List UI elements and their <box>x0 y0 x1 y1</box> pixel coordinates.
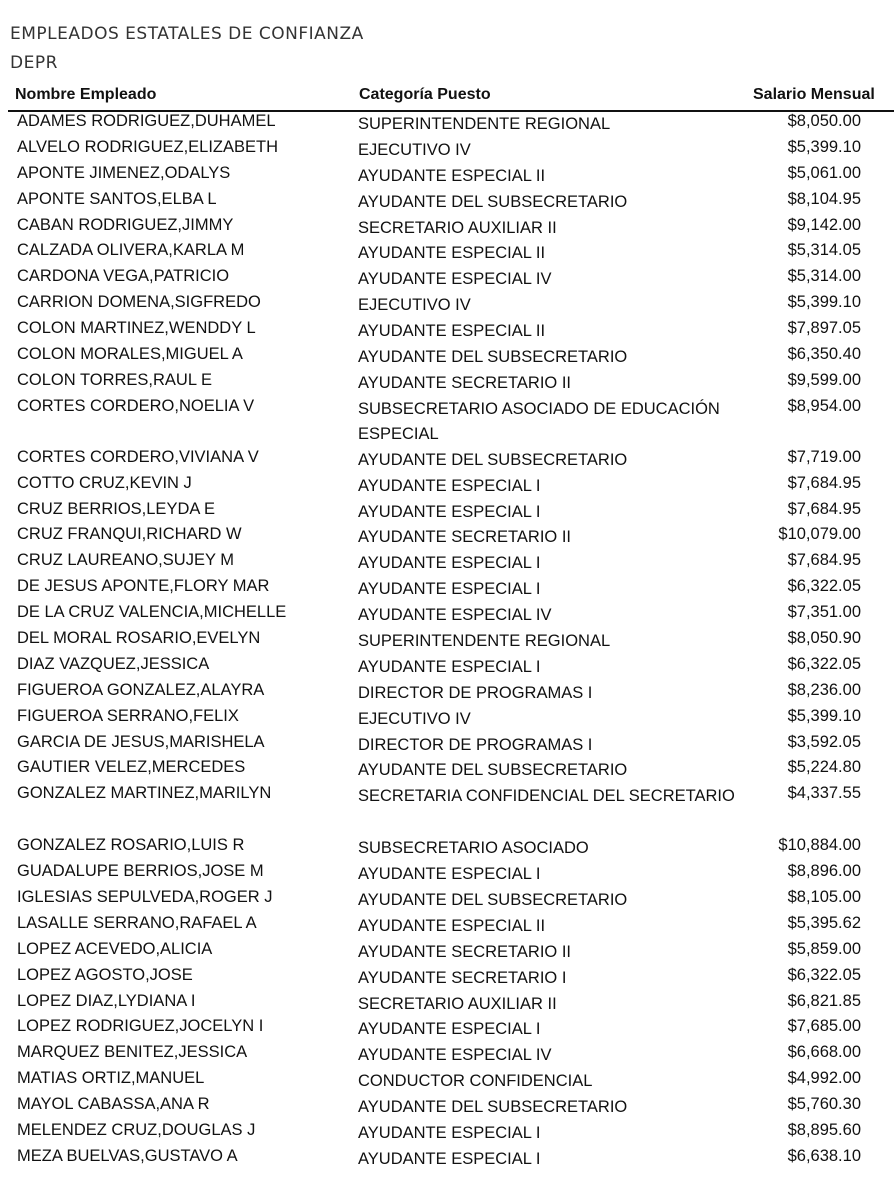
employee-name-cell: CORTES CORDERO,VIVIANA V <box>17 447 259 466</box>
employee-name-cell: CARRION DOMENA,SIGFREDO <box>17 293 261 312</box>
category-cell: AYUDANTE DEL SUBSECRETARIO <box>358 348 628 367</box>
category-cell: AYUDANTE DEL SUBSECRETARIO <box>358 192 628 211</box>
table-row <box>0 733 894 759</box>
table-row <box>0 784 894 810</box>
category-cell: EJECUTIVO IV <box>358 140 471 159</box>
salary-cell: $8,895.60 <box>787 1120 861 1139</box>
salary-cell: $5,760.30 <box>787 1095 861 1114</box>
salary-cell: $5,399.10 <box>787 706 861 725</box>
category-cell: SUPERINTENDENTE REGIONAL <box>358 115 611 133</box>
category-cell: AYUDANTE ESPECIAL I <box>358 865 541 884</box>
salary-cell: $8,050.90 <box>787 629 861 648</box>
employee-name-cell: CARDONA VEGA,PATRICIO <box>17 267 230 286</box>
category-cell: AYUDANTE DEL SUBSECRETARIO <box>358 890 628 909</box>
table-row <box>0 551 894 577</box>
table-row <box>0 681 894 707</box>
salary-cell: $7,719.00 <box>787 447 861 466</box>
category-cell: AYUDANTE ESPECIAL I <box>358 657 541 676</box>
table-row <box>0 500 894 526</box>
column-header-salary: Salario Mensual <box>753 86 875 103</box>
category-cell: AYUDANTE SECRETARIO II <box>358 528 572 547</box>
salary-cell: $6,821.85 <box>787 991 861 1010</box>
employee-name-cell: DE JESUS APONTE,FLORY MAR <box>17 577 270 596</box>
salary-cell: $10,079.00 <box>778 525 861 544</box>
employee-name-cell: COTTO CRUZ,KEVIN J <box>17 473 192 492</box>
salary-cell: $6,322.05 <box>787 654 861 673</box>
table-row <box>0 836 894 862</box>
salary-cell: $7,684.95 <box>787 473 861 492</box>
salary-cell: $7,685.00 <box>787 1017 861 1036</box>
employee-name-cell: DIAZ VAZQUEZ,JESSICA <box>17 654 210 673</box>
table-row <box>0 345 894 371</box>
employee-name-cell: MEZA BUELVAS,GUSTAVO A <box>17 1146 238 1165</box>
category-cell: DIRECTOR DE PROGRAMAS I <box>358 683 593 702</box>
salary-cell: $7,684.95 <box>787 551 861 570</box>
category-cell: CONDUCTOR CONFIDENCIAL <box>358 1072 593 1091</box>
salary-cell: $8,954.00 <box>787 396 861 415</box>
employee-name-cell: LASALLE SERRANO,RAFAEL A <box>17 913 257 932</box>
employee-name-cell: CRUZ BERRIOS,LEYDA E <box>17 499 216 518</box>
table-row <box>0 940 894 966</box>
table-row <box>0 888 894 914</box>
salary-cell: $5,314.00 <box>787 267 861 286</box>
table-row <box>0 1121 894 1147</box>
table-row <box>0 293 894 319</box>
table-row <box>0 112 894 138</box>
category-cell: AYUDANTE ESPECIAL IV <box>358 270 552 289</box>
category-cell: AYUDANTE ESPECIAL I <box>358 1149 541 1168</box>
employee-name-cell: MATIAS ORTIZ,MANUEL <box>17 1069 205 1088</box>
employee-name-cell: MAYOL CABASSA,ANA R <box>17 1095 210 1114</box>
employee-name-cell: CORTES CORDERO,NOELIA V <box>17 396 255 415</box>
category-cell: AYUDANTE ESPECIAL I <box>358 502 541 521</box>
salary-cell: $5,395.62 <box>787 913 861 932</box>
table-row <box>0 1147 894 1173</box>
table-row <box>0 474 894 500</box>
employee-name-cell: FIGUEROA SERRANO,FELIX <box>17 706 239 725</box>
category-cell: SECRETARIA CONFIDENCIAL DEL SECRETARIO <box>358 787 735 806</box>
employee-name-cell: DEL MORAL ROSARIO,EVELYN <box>17 629 261 648</box>
table-row <box>0 758 894 784</box>
table-row <box>0 1043 894 1069</box>
table-row <box>0 629 894 655</box>
employee-name-cell: CRUZ FRANQUI,RICHARD W <box>17 525 242 544</box>
salary-cell: $5,224.80 <box>787 758 861 777</box>
category-cell: AYUDANTE ESPECIAL I <box>358 1123 541 1142</box>
salary-cell: $5,061.00 <box>787 163 861 182</box>
column-header-category: Categoría Puesto <box>359 86 491 103</box>
table-row <box>0 577 894 603</box>
table-row <box>0 862 894 888</box>
category-cell: AYUDANTE SECRETARIO II <box>358 942 572 961</box>
salary-cell: $6,350.40 <box>787 345 861 364</box>
category-cell: SUBSECRETARIO ASOCIADO DE EDUCACIÓN ESPECIAL <box>358 399 720 443</box>
salary-cell: $8,050.00 <box>787 112 861 130</box>
salary-cell: $6,668.00 <box>787 1043 861 1062</box>
salary-cell: $10,884.00 <box>778 836 861 855</box>
table-row <box>0 319 894 345</box>
salary-cell: $8,104.95 <box>787 189 861 208</box>
category-cell: SUBSECRETARIO ASOCIADO <box>358 839 589 858</box>
salary-cell: $6,322.05 <box>787 965 861 984</box>
employee-name-cell: GUADALUPE BERRIOS,JOSE M <box>17 862 264 881</box>
table-row <box>0 138 894 164</box>
salary-cell: $5,399.10 <box>787 137 861 156</box>
category-cell: SECRETARIO AUXILIAR II <box>358 994 557 1013</box>
employee-name-cell: GARCIA DE JESUS,MARISHELA <box>17 732 265 751</box>
category-cell: AYUDANTE DEL SUBSECRETARIO <box>358 761 628 780</box>
category-cell: AYUDANTE SECRETARIO I <box>358 968 567 987</box>
employee-name-cell: COLON MORALES,MIGUEL A <box>17 345 243 364</box>
employee-name-cell: MELENDEZ CRUZ,DOUGLAS J <box>17 1120 256 1139</box>
category-cell: AYUDANTE ESPECIAL IV <box>358 606 552 625</box>
category-cell: AYUDANTE ESPECIAL I <box>358 476 541 495</box>
table-row <box>0 655 894 681</box>
table-row <box>0 164 894 190</box>
category-cell: AYUDANTE DEL SUBSECRETARIO <box>358 450 628 469</box>
salary-cell: $4,992.00 <box>787 1069 861 1088</box>
table-row <box>0 966 894 992</box>
salary-cell: $8,236.00 <box>787 680 861 699</box>
salary-cell: $5,399.10 <box>787 293 861 312</box>
employee-name-cell: GAUTIER VELEZ,MERCEDES <box>17 758 246 777</box>
employee-name-cell: LOPEZ AGOSTO,JOSE <box>17 965 193 984</box>
employee-name-cell: ALVELO RODRIGUEZ,ELIZABETH <box>17 137 279 156</box>
employee-name-cell: COLON TORRES,RAUL E <box>17 370 212 389</box>
employee-name-cell: MARQUEZ BENITEZ,JESSICA <box>17 1043 248 1062</box>
salary-cell: $7,684.95 <box>787 499 861 518</box>
salary-cell: $9,599.00 <box>787 370 861 389</box>
category-cell: AYUDANTE ESPECIAL IV <box>358 1046 552 1065</box>
table-row <box>0 707 894 733</box>
table-row <box>0 992 894 1018</box>
table-row <box>0 371 894 397</box>
category-cell: DIRECTOR DE PROGRAMAS I <box>358 735 593 754</box>
category-cell: AYUDANTE ESPECIAL I <box>358 1020 541 1039</box>
employee-name-cell: ADAMES RODRIGUEZ,DUHAMEL <box>17 112 276 130</box>
category-cell: AYUDANTE ESPECIAL I <box>358 580 541 599</box>
table-row <box>0 603 894 629</box>
column-header-name: Nombre Empleado <box>15 86 157 103</box>
employee-name-cell: GONZALEZ MARTINEZ,MARILYN <box>17 784 272 803</box>
table-row <box>0 241 894 267</box>
employee-name-cell: LOPEZ DIAZ,LYDIANA I <box>17 991 196 1010</box>
table-row <box>0 914 894 940</box>
employee-name-cell: LOPEZ ACEVEDO,ALICIA <box>17 939 213 958</box>
employee-name-cell: CALZADA OLIVERA,KARLA M <box>17 241 245 260</box>
table-row <box>0 267 894 293</box>
salary-cell: $6,322.05 <box>787 577 861 596</box>
category-cell: EJECUTIVO IV <box>358 709 471 728</box>
table-row <box>0 448 894 474</box>
document-subtitle: DEPR <box>10 53 58 73</box>
employee-name-cell: FIGUEROA GONZALEZ,ALAYRA <box>17 680 265 699</box>
employee-name-cell: DE LA CRUZ VALENCIA,MICHELLE <box>17 603 287 622</box>
salary-cell: $7,897.05 <box>787 319 861 338</box>
table-row <box>0 1017 894 1043</box>
employee-name-cell: CABAN RODRIGUEZ,JIMMY <box>17 215 234 234</box>
employee-name-cell: APONTE SANTOS,ELBA L <box>17 189 217 208</box>
category-cell: AYUDANTE ESPECIAL II <box>358 916 546 935</box>
salary-cell: $9,142.00 <box>787 215 861 234</box>
salary-cell: $6,638.10 <box>787 1146 861 1165</box>
category-cell: AYUDANTE SECRETARIO II <box>358 373 572 392</box>
category-cell: AYUDANTE ESPECIAL II <box>358 166 546 185</box>
category-cell: AYUDANTE ESPECIAL I <box>358 554 541 573</box>
category-cell: EJECUTIVO IV <box>358 296 471 315</box>
employee-name-cell: IGLESIAS SEPULVEDA,ROGER J <box>17 887 273 906</box>
document-title: EMPLEADOS ESTATALES DE CONFIANZA <box>10 24 364 44</box>
table-row <box>0 1069 894 1095</box>
table-body <box>0 112 894 1173</box>
row-spacer <box>0 810 894 836</box>
salary-cell: $7,351.00 <box>787 603 861 622</box>
table-row <box>0 190 894 216</box>
category-cell: SUPERINTENDENTE REGIONAL <box>358 632 611 651</box>
salary-cell: $5,314.05 <box>787 241 861 260</box>
category-cell: AYUDANTE ESPECIAL II <box>358 244 546 263</box>
table-row <box>0 216 894 242</box>
salary-cell: $4,337.55 <box>787 784 861 803</box>
employee-name-cell: COLON MARTINEZ,WENDDY L <box>17 319 256 338</box>
category-cell: AYUDANTE DEL SUBSECRETARIO <box>358 1098 628 1117</box>
salary-cell: $5,859.00 <box>787 939 861 958</box>
table-row <box>0 1095 894 1121</box>
salary-cell: $8,105.00 <box>787 887 861 906</box>
employee-name-cell: LOPEZ RODRIGUEZ,JOCELYN I <box>17 1017 264 1036</box>
salary-cell: $8,896.00 <box>787 862 861 881</box>
employee-name-cell: APONTE JIMENEZ,ODALYS <box>17 163 231 182</box>
category-cell: SECRETARIO AUXILIAR II <box>358 218 557 237</box>
employee-name-cell: GONZALEZ ROSARIO,LUIS R <box>17 836 245 855</box>
table-row <box>0 525 894 551</box>
employee-name-cell: CRUZ LAUREANO,SUJEY M <box>17 551 234 570</box>
table-row <box>0 397 894 448</box>
salary-cell: $3,592.05 <box>787 732 861 751</box>
category-cell: AYUDANTE ESPECIAL II <box>358 322 546 341</box>
table-header <box>8 84 894 112</box>
